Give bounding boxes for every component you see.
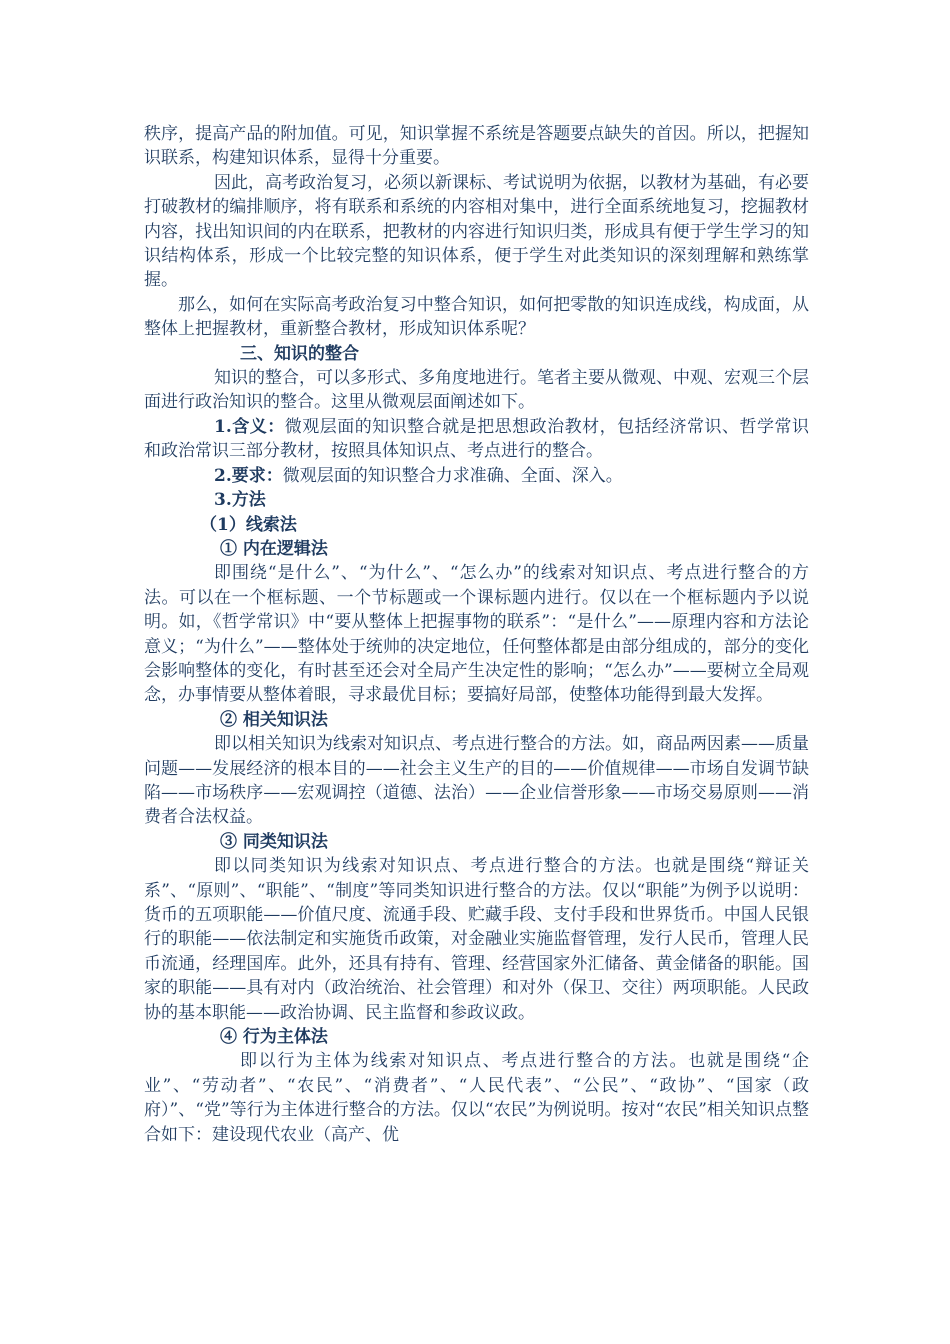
- list-item-text: 微观层面的知识整合力求准确、全面、深入。: [282, 465, 623, 486]
- paragraph: 秩序，提高产品的附加值。可见，知识掌握不系统是答题要点缺失的首因。所以，把握知识联系，构建知识体系，显得十分重要。: [144, 124, 809, 169]
- list-item: [144, 415, 809, 464]
- subheading: ④ 行为主体法: [220, 1027, 328, 1048]
- list-item-label: 1.含义：: [214, 416, 285, 437]
- paragraph: 即以相关知识为线索对知识点、考点进行整合的方法。如，商品两因素——质量问题——发展经济的根本目的——社会主义生产的目的——价值规律——市场自发调节缺陷——市场秩序——宏观调控（道德、法治）——企业信誉形象——市场交易原则——消费者合法权益。: [144, 734, 809, 828]
- section-heading: 三、知识的整合: [240, 343, 359, 364]
- list-item: [144, 464, 809, 488]
- paragraph: 知识的整合，可以多形式、多角度地进行。笔者主要从微观、中观、宏观三个层面进行政治知识的整合。这里从微观层面阐述如下。: [144, 368, 809, 413]
- paragraph: 那么，如何在实际高考政治复习中整合知识，如何把零散的知识连成线，构成面，从整体上把握教材，重新整合教材，形成知识体系呢？: [144, 294, 809, 340]
- subheading: 3.方法: [214, 490, 266, 511]
- list-item-text: 微观层面的知识整合就是把思想政治教材，包括经济常识、哲学常识和政治常识三部分教材，按照具体知识点、考点进行的整合。: [144, 416, 809, 462]
- subheading: ③ 同类知识法: [220, 831, 328, 852]
- subheading: （1）线索法: [200, 514, 297, 535]
- document-page: [144, 122, 809, 1147]
- paragraph: 即围绕“是什么”、“为什么”、“怎么办”的线索对知识点、考点进行整合的方法。可以在一个框标题、一个节标题或一个课标题内进行。仅以在一个框标题内予以说明。如，《哲学常识》中“要从整体上把握事物的联系”：“是什么”——原理内容和方法论意义；“为什么”——整体处于统帅的决定地位，任何整体都是由部分组成的，部分的变化会影响整体的变化，有时甚至还会对全局产生决定性的影响；“怎么办”——要树立全局观念，办事情要从整体着眼，寻求最优目标；要搞好局部，使整体功能得到最大发挥。: [144, 563, 809, 706]
- subheading: ② 相关知识法: [220, 709, 328, 730]
- paragraph: 即以行为主体为线索对知识点、考点进行整合的方法。也就是围绕“企业”、“劳动者”、“农民”、“消费者”、“人民代表”、“公民”、“政协”、“国家（政府）”、“党”等行为主体进行整合的方法。仅以“农民”为例说明。按对“农民”相关知识点整合如下：建设现代农业（高产、优: [144, 1051, 809, 1145]
- subheading: ① 内在逻辑法: [220, 538, 328, 559]
- paragraph: 即以同类知识为线索对知识点、考点进行整合的方法。也就是围绕“辩证关系”、“原则”、“职能”、“制度”等同类知识进行整合的方法。仅以“职能”为例予以说明：货币的五项职能——价值尺度、流通手段、贮藏手段、支付手段和世界货币。中国人民银行的职能——依法制定和实施货币政策，对金融业实施监督管理，发行人民币，管理人民币流通，经理国库。此外，还具有持有、管理、经营国家外汇储备、黄金储备的职能。国家的职能——具有对内（政治统治、社会管理）和对外（保卫、交往）两项职能。人民政协的基本职能——政治协调、民主监督和参政议政。: [144, 856, 809, 1023]
- paragraph: 因此，高考政治复习，必须以新课标、考试说明为依据，以教材为基础，有必要打破教材的编排顺序，将有联系和系统的内容相对集中，进行全面系统地复习，挖掘教材内容，找出知识间的内在联系，把教材的内容进行知识归类，形成具有便于学生学习的知识结构体系，形成一个比较完整的知识体系，便于学生对此类知识的深刻理解和熟练掌握。: [144, 172, 809, 291]
- list-item-label: 2.要求：: [214, 465, 283, 486]
